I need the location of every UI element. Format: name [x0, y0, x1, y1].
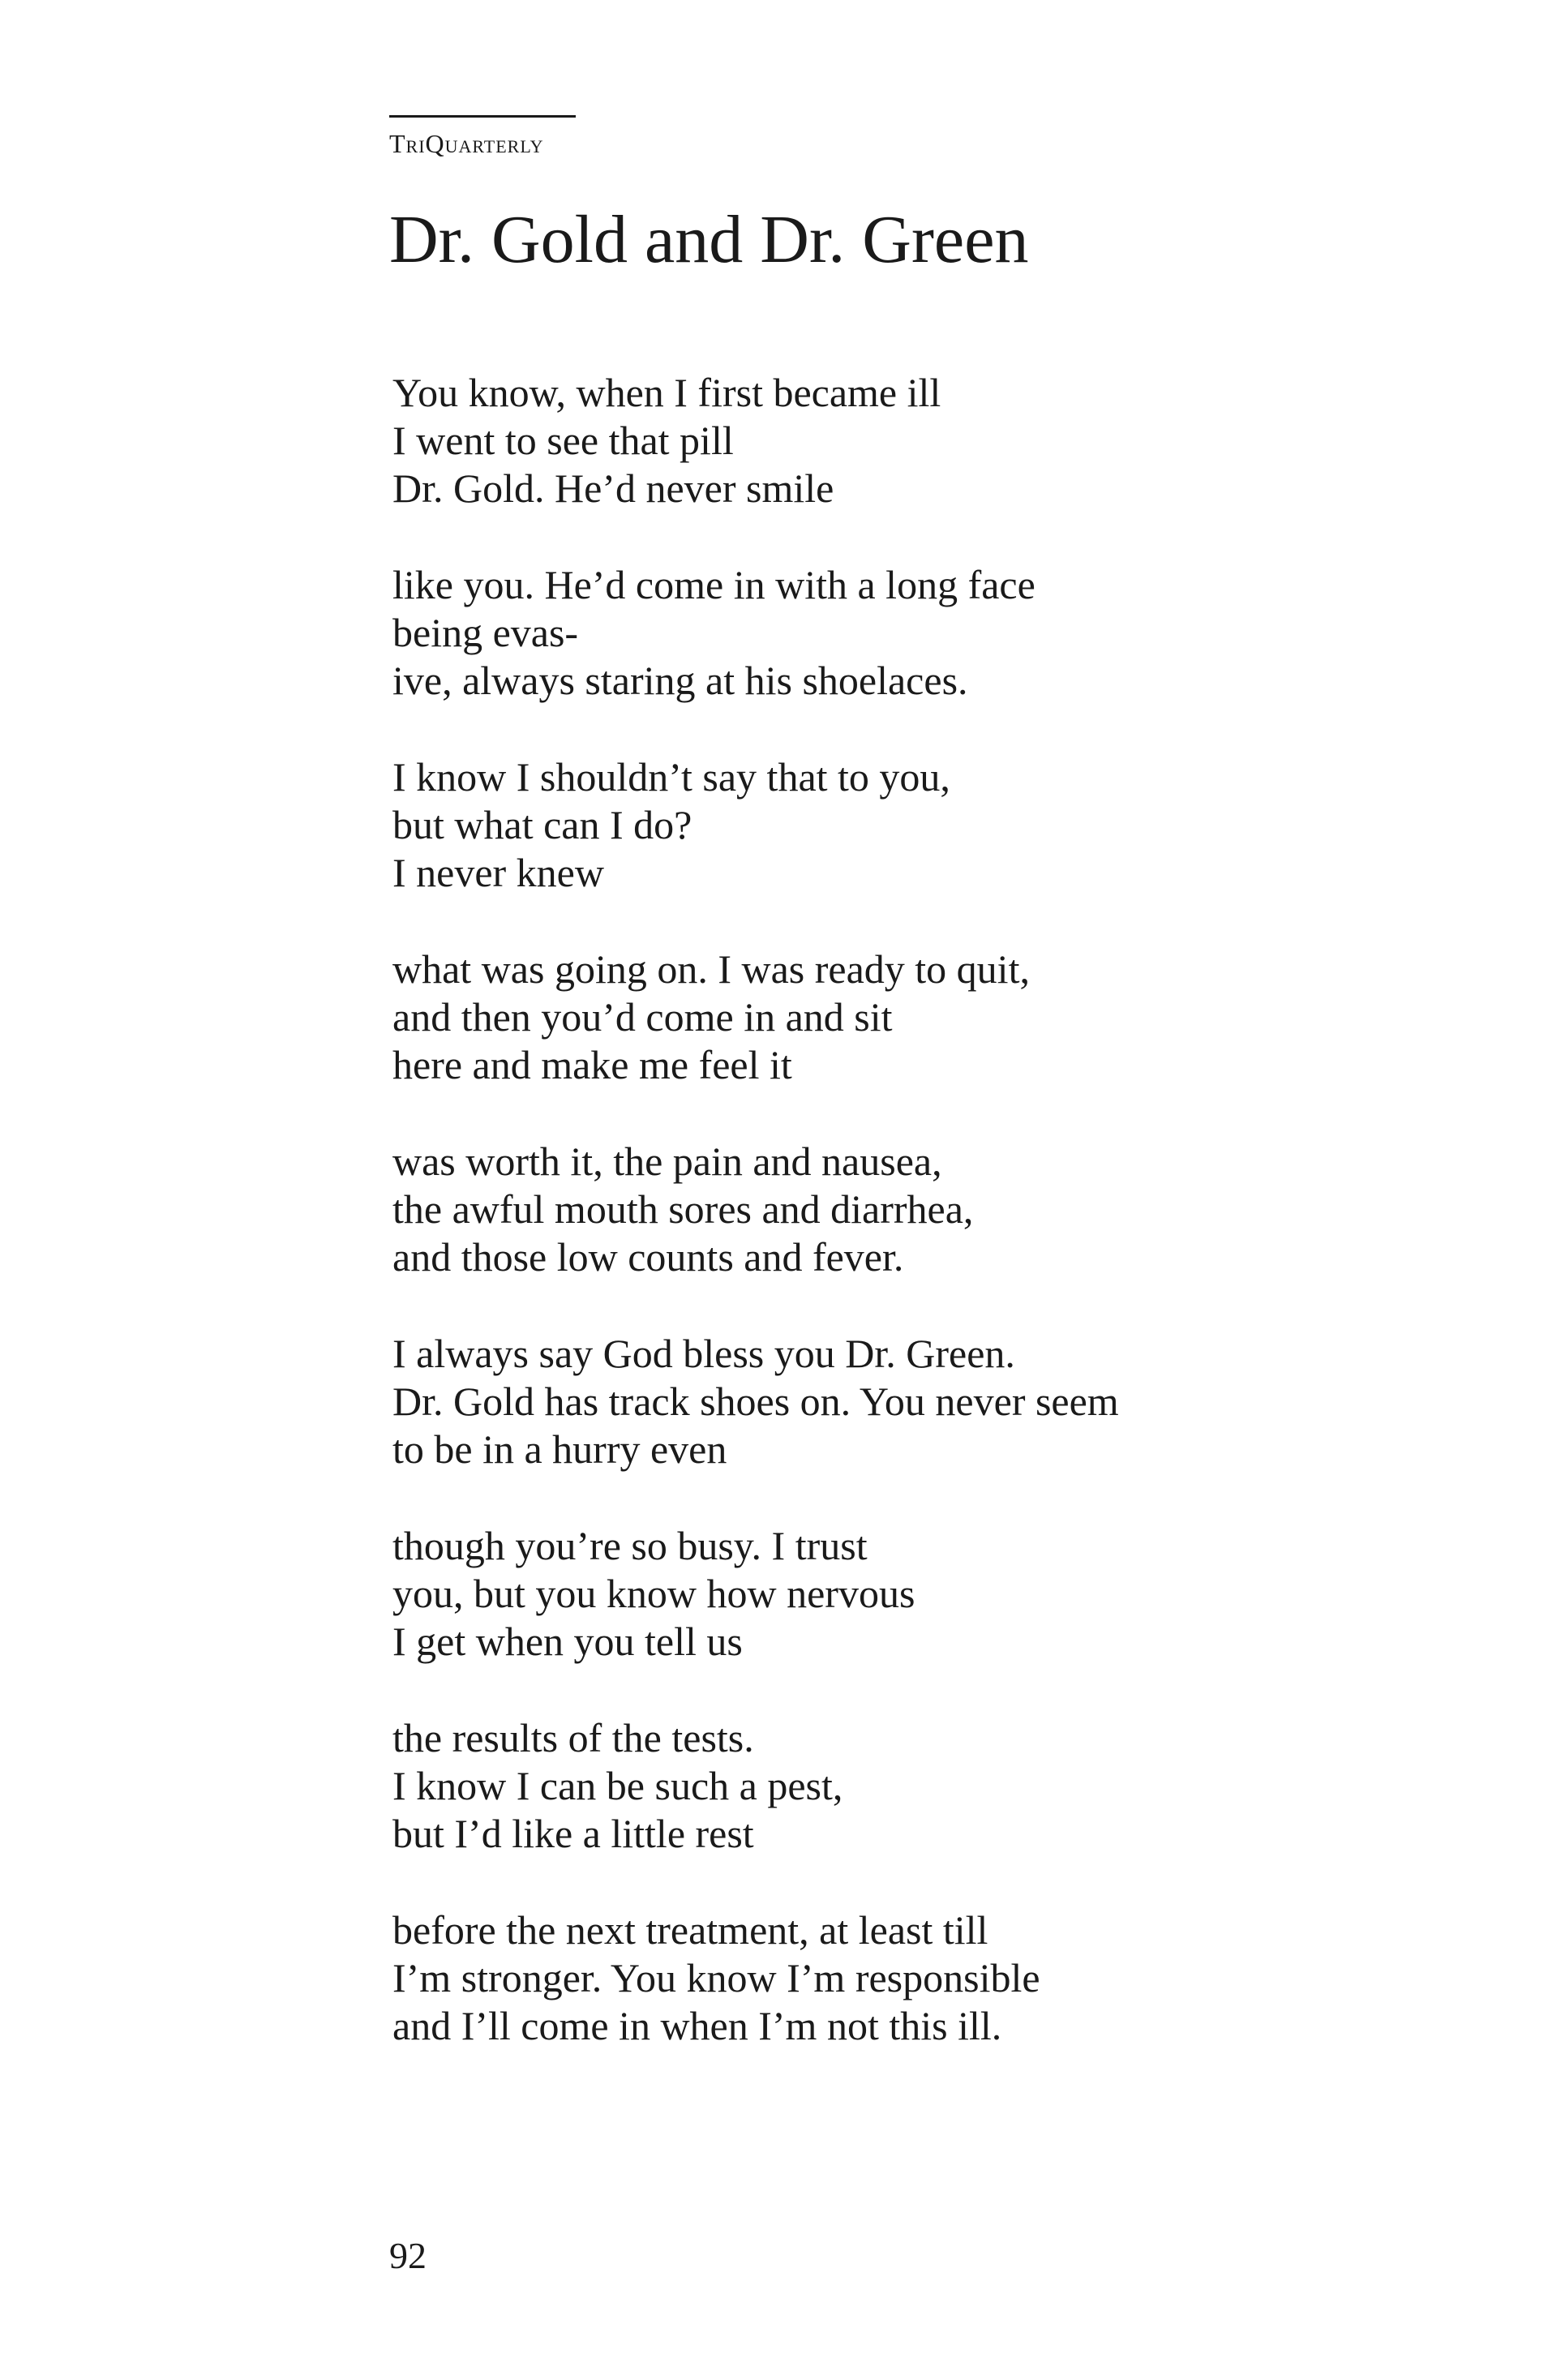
- poem-line: the results of the tests.: [392, 1715, 754, 1760]
- poem-line: ive, always staring at his shoelaces.: [392, 658, 968, 703]
- poem-line: Dr. Gold has track shoes on. You never seem: [392, 1379, 1119, 1424]
- poem-line: I went to see that pill: [392, 418, 734, 463]
- poem-title: Dr. Gold and Dr. Green: [389, 202, 1029, 277]
- poem-line: You know, when I first became ill: [392, 370, 941, 415]
- running-head: [389, 115, 576, 159]
- page-number: 92: [389, 2235, 427, 2276]
- poem-line: and those low counts and fever.: [392, 1234, 904, 1280]
- stanza: [392, 1522, 1366, 1666]
- poem-line: but I’d like a little rest: [392, 1811, 754, 1856]
- poem-line: to be in a hurry even: [392, 1426, 727, 1472]
- poem-line: the awful mouth sores and diarrhea,: [392, 1186, 974, 1232]
- poem-line: was worth it, the pain and nausea,: [392, 1139, 942, 1184]
- poem-line: I always say God bless you Dr. Green.: [392, 1331, 1015, 1376]
- poem-line: and then you’d come in and sit: [392, 994, 893, 1040]
- stanza: [392, 1714, 1366, 1858]
- poem-line: I never knew: [392, 850, 604, 895]
- poem-line: I’m stronger. You know I’m responsible: [392, 1955, 1040, 2000]
- poem-line: I get when you tell us: [392, 1619, 743, 1664]
- poem-line: Dr. Gold. He’d never smile: [392, 465, 834, 511]
- poem-line: and I’ll come in when I’m not this ill.: [392, 2003, 1002, 2048]
- stanza: [392, 1138, 1366, 1281]
- poem-line: you, but you know how nervous: [392, 1571, 915, 1616]
- stanza: [392, 946, 1366, 1089]
- running-head-text: TriQuarterly: [389, 129, 544, 158]
- poem-line: being evas-: [392, 610, 579, 655]
- poem-line: before the next treatment, at least till: [392, 1907, 988, 1953]
- poem-line: though you’re so busy. I trust: [392, 1523, 868, 1568]
- poem-line: what was going on. I was ready to quit,: [392, 946, 1030, 992]
- poem-line: I know I can be such a pest,: [392, 1763, 843, 1808]
- stanza: [392, 1330, 1366, 1473]
- poem-body: [392, 369, 1366, 2099]
- stanza: [392, 1906, 1366, 2050]
- poem-line: I know I shouldn’t say that to you,: [392, 754, 950, 800]
- stanza: [392, 369, 1366, 512]
- stanza: [392, 561, 1366, 705]
- stanza: [392, 753, 1366, 897]
- poem-line: here and make me feel it: [392, 1042, 792, 1087]
- poem-line: like you. He’d come in with a long face: [392, 562, 1035, 607]
- poem-line: but what can I do?: [392, 802, 692, 847]
